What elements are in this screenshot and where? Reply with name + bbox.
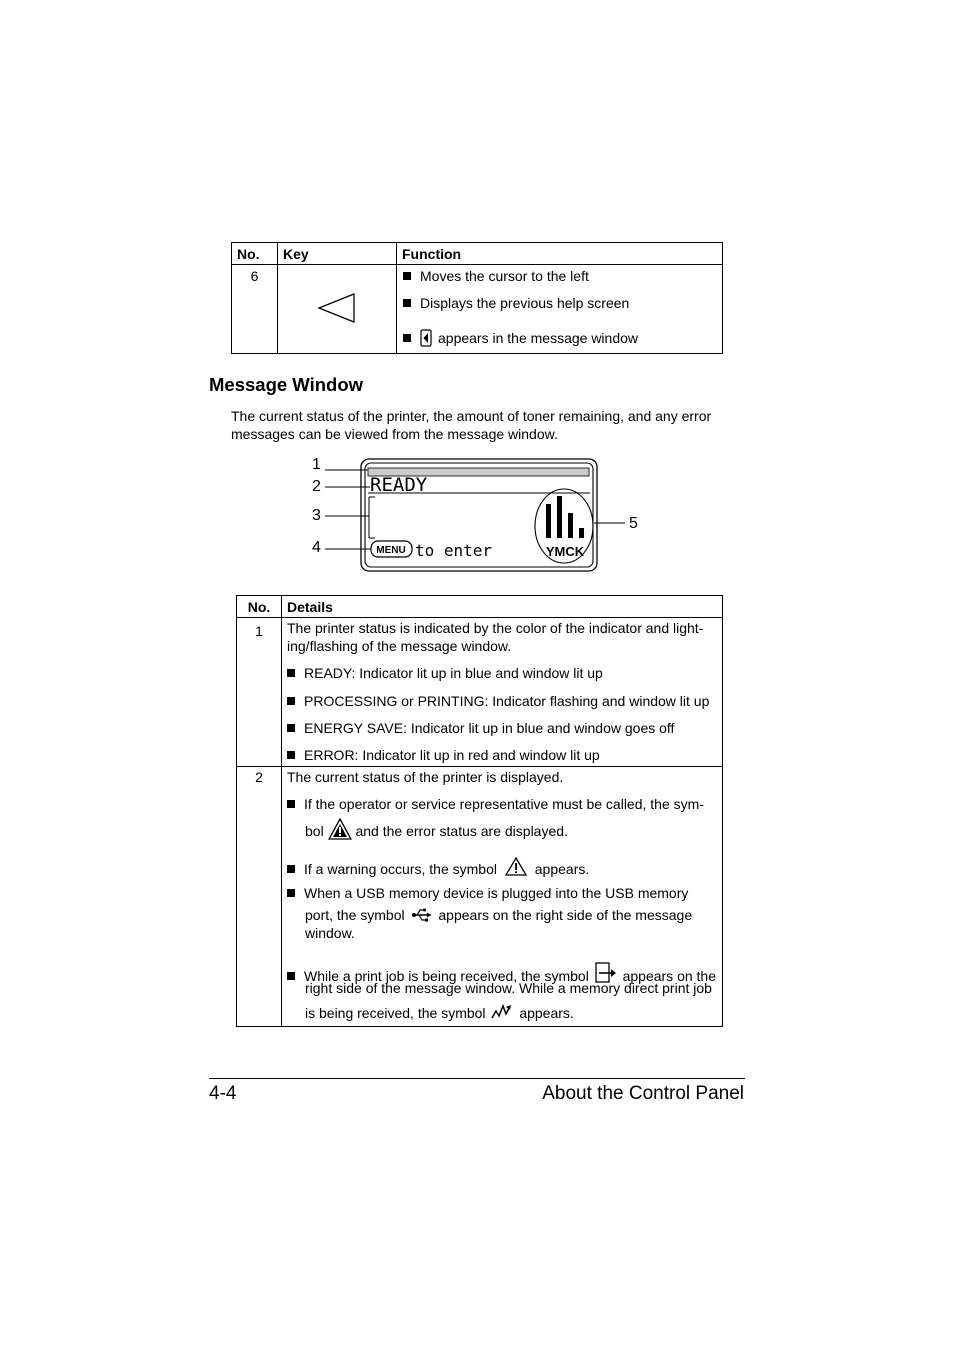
table-row [237,767,723,1027]
callout-1: 1 [312,456,321,473]
message-window-figure [300,450,660,580]
section-heading: Message Window [209,374,364,395]
key-table-header [232,243,723,265]
callout-5: 5 [629,515,638,532]
callout-3: 3 [312,507,321,524]
menu-key-label: MENU [376,545,406,556]
list-item: appears in the message window [403,329,638,347]
table-row [232,265,723,354]
key-table [231,242,723,354]
details-text: is being received, the symbol appears. [305,1005,574,1021]
table-row [237,618,723,767]
callout-4: 4 [312,539,321,556]
toner-bar-y [546,504,551,538]
list-item: While a print job is being received, the symbol appears on the [287,962,716,984]
header-no: No. [232,243,278,265]
details-text: bol and the error status are displayed. [305,818,568,840]
toner-bar-c [568,513,573,538]
toner-bar-m [557,496,562,538]
callout-2: 2 [312,478,321,495]
details-text: window. [305,925,355,941]
header-key: Key [278,243,397,265]
row-number: 6 [232,265,278,354]
warning-symbol-icon [505,857,527,876]
key-cell [278,265,397,354]
list-item: PROCESSING or PRINTING: Indicator flashing and window lit up [287,693,709,709]
left-cursor-symbol-icon [420,329,432,347]
details-text: port, the symbol appears on the right side of the message [305,907,693,923]
footer-divider [209,1078,745,1079]
list-item: Moves the cursor to the left [403,268,589,284]
details-text: ing/flashing of the message window. [287,638,512,654]
service-call-symbol-icon [328,818,352,840]
lcd-status-text: READY [370,474,428,496]
details-text: The current status of the printer is displayed. [287,769,564,785]
intro-paragraph: The current status of the printer, the amount of toner remaining, and any error messages can be viewed from the message window. [231,408,712,442]
usb-symbol-icon [411,907,433,923]
header-details: Details [282,596,723,618]
page-number: 4-4 [209,1083,237,1104]
lcd-prompt-text: to enter [415,541,493,560]
function-cell [397,265,723,354]
details-table-header [237,596,723,618]
list-item: Displays the previous help screen [403,295,629,311]
list-item: ENERGY SAVE: Indicator lit up in blue and window goes off [287,720,674,736]
details-text: right side of the message window. While a memory direct print job [305,980,712,996]
toner-bar-k [579,528,584,538]
left-triangle-key-icon [317,292,357,324]
header-no: No. [237,596,282,618]
list-item: READY: Indicator lit up in blue and window lit up [287,665,603,681]
details-table [236,595,723,1027]
details-text: The printer status is indicated by the color of the indicator and light- [287,620,704,636]
details-cell [282,767,723,1027]
memory-direct-print-symbol-icon [491,1003,513,1021]
list-item: When a USB memory device is plugged into the USB memory [287,885,688,901]
row-number: 2 [237,767,282,1027]
chapter-title: About the Control Panel [542,1083,744,1104]
toner-label: YMCK [545,544,585,559]
header-function: Function [397,243,723,265]
row-number: 1 [237,618,282,767]
list-item: If a warning occurs, the symbol appears. [287,857,589,877]
details-cell [282,618,723,767]
lcd-illustration [300,450,660,580]
list-item: If the operator or service representative must be called, the sym- [287,796,704,812]
list-item: ERROR: Indicator lit up in red and window lit up [287,747,600,763]
